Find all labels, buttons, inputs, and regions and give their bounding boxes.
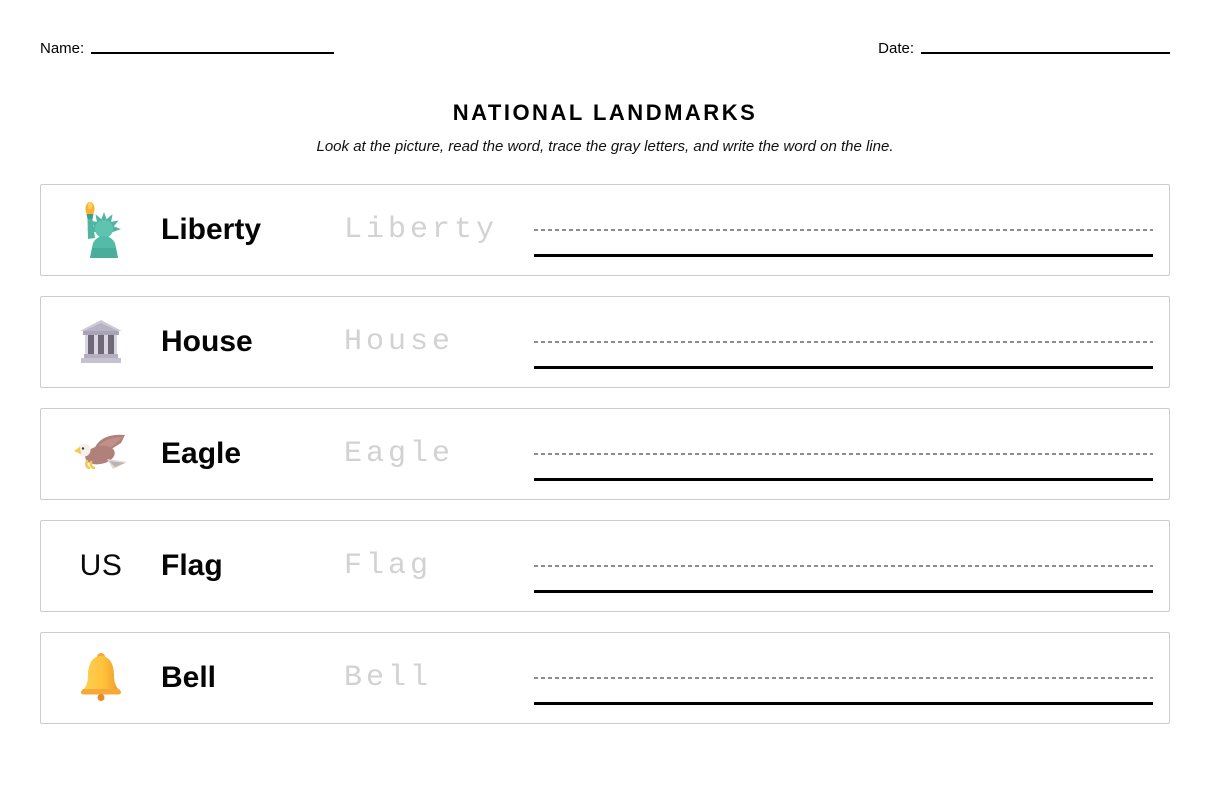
worksheet-row-house [40, 296, 1170, 388]
trace-guideline [534, 341, 1153, 343]
trace-guideline [534, 229, 1153, 231]
us-flag-text-icon: US [79, 549, 123, 582]
instructions: Look at the picture, read the word, trace the gray letters, and write the word on the line. [316, 138, 894, 155]
word-label: Flag [161, 549, 223, 582]
writing-line [534, 702, 1153, 705]
worksheet-row-bell [40, 632, 1170, 724]
writing-line [534, 590, 1153, 593]
trace-guideline [534, 677, 1153, 679]
classical-building-icon [41, 318, 161, 366]
writing-lines [534, 409, 1153, 499]
date-label: Date: [878, 40, 914, 57]
writing-lines [534, 633, 1153, 723]
word-label: House [161, 325, 253, 358]
name-blank-line [91, 41, 334, 54]
writing-lines [534, 185, 1153, 275]
trace-word: House [344, 325, 455, 359]
word-label: Liberty [161, 213, 262, 246]
worksheet-row-liberty [40, 184, 1170, 276]
worksheet-rows [40, 184, 1170, 724]
word-label: Bell [161, 661, 217, 694]
name-label: Name: [40, 40, 85, 57]
worksheet-row-eagle [40, 408, 1170, 500]
trace-word: Liberty [344, 213, 499, 247]
trace-word: Bell [344, 661, 433, 695]
page-title: NATIONAL LANDMARKS [452, 100, 758, 125]
name-field [40, 40, 334, 57]
writing-lines [534, 297, 1153, 387]
date-field [878, 40, 1170, 57]
date-blank-line [921, 41, 1170, 54]
writing-line [534, 254, 1153, 257]
header [40, 40, 1170, 57]
writing-line [534, 366, 1153, 369]
statue-of-liberty-icon [41, 202, 161, 258]
trace-guideline [534, 453, 1153, 455]
trace-word: Eagle [344, 437, 455, 471]
eagle-icon [41, 431, 161, 477]
writing-lines [534, 521, 1153, 611]
trace-word: Flag [344, 549, 433, 583]
trace-guideline [534, 565, 1153, 567]
worksheet-row-flag [40, 520, 1170, 612]
writing-line [534, 478, 1153, 481]
word-label: Eagle [161, 437, 242, 470]
bell-icon [41, 652, 161, 704]
